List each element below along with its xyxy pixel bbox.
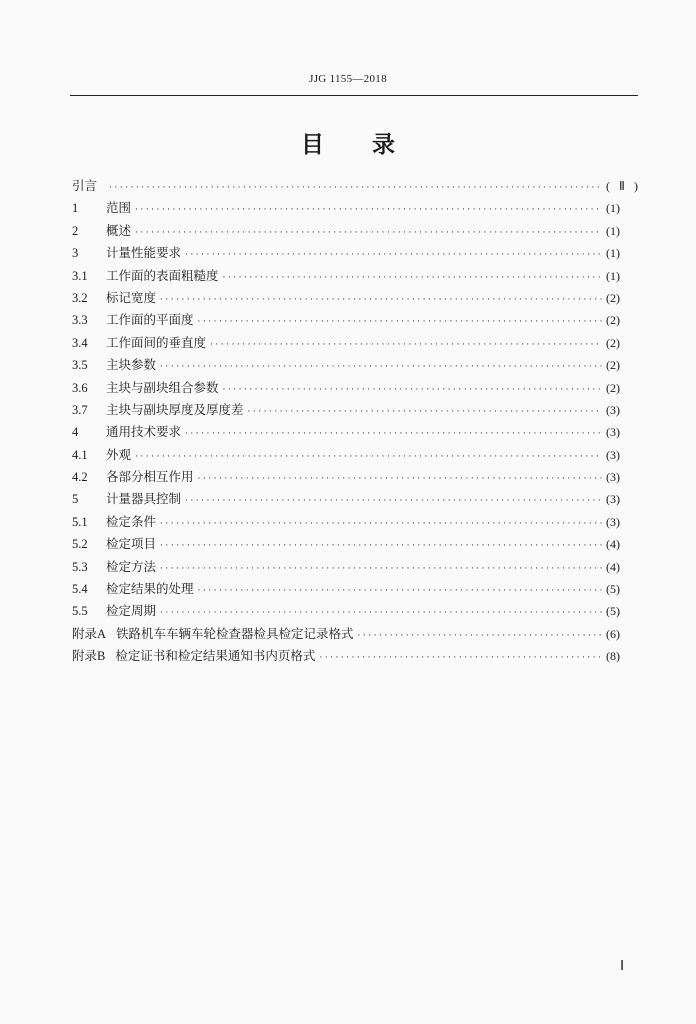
toc-entry[interactable] <box>72 467 638 489</box>
toc-leader-dots <box>160 362 602 372</box>
toc-leader-dots <box>160 295 602 305</box>
toc-entry-label: 计量性能要求 <box>106 245 182 261</box>
toc-leader-dots <box>160 541 602 551</box>
toc-entry-page: (2) <box>606 335 620 350</box>
toc-entry-label: 铁路机车车辆车轮检查器检具检定记录格式 <box>116 625 354 641</box>
toc-entry-number: 1 <box>72 201 79 216</box>
toc-entry-number: 4 <box>72 425 79 440</box>
toc-entry-number: 3.7 <box>72 402 88 417</box>
toc-entry-label: 工作面的表面粗糙度 <box>106 267 219 283</box>
toc-entry-label: 标记宽度 <box>106 289 157 305</box>
toc-entry-label: 计量器具控制 <box>106 491 182 507</box>
toc-leader-dots <box>135 452 602 462</box>
toc-leader-dots <box>109 183 602 193</box>
toc-entry-label: 主块与副块厚度及厚度差 <box>106 401 244 417</box>
toc-entry-page: (3) <box>606 470 620 485</box>
toc-entry-number: 5 <box>72 492 79 507</box>
toc-entry[interactable] <box>72 489 638 511</box>
toc-entry-number: 5.5 <box>72 604 88 619</box>
toc-entry-page: (5) <box>606 604 620 619</box>
toc-entry-label: 工作面的平面度 <box>106 312 194 328</box>
toc-entry-label: 检定周期 <box>106 603 157 619</box>
toc-entry-label: 范围 <box>106 200 132 216</box>
toc-entry-number: 3.1 <box>72 268 88 283</box>
toc-entry[interactable] <box>72 378 638 400</box>
table-of-contents <box>72 176 638 669</box>
toc-entry[interactable] <box>72 198 638 220</box>
toc-entry-appendix-b[interactable] <box>72 646 638 668</box>
toc-leader-dots <box>198 474 602 484</box>
toc-leader-dots <box>160 519 602 529</box>
toc-entry-page: (1) <box>606 268 620 283</box>
toc-entry-number: 4.2 <box>72 470 88 485</box>
toc-leader-dots <box>223 273 602 283</box>
toc-entry[interactable] <box>72 266 638 288</box>
toc-leader-dots <box>185 496 602 506</box>
toc-entry-number: 5.1 <box>72 514 88 529</box>
toc-entry-label: 主块与副块组合参数 <box>106 379 219 395</box>
document-code-header: JJG 1155—2018 <box>309 73 387 85</box>
toc-entry-number: 3.5 <box>72 358 88 373</box>
toc-entry-page: (2) <box>606 313 620 328</box>
toc-entry[interactable] <box>72 445 638 467</box>
toc-entry-page: (3) <box>606 447 620 462</box>
toc-entry[interactable] <box>72 243 638 265</box>
toc-leader-dots <box>135 205 602 215</box>
page-number: Ⅰ <box>620 959 625 974</box>
toc-entry-label: 检定方法 <box>106 558 157 574</box>
toc-entry[interactable] <box>72 534 638 556</box>
toc-entry-page: (1) <box>606 223 620 238</box>
toc-entry-label: 各部分相互作用 <box>106 469 194 485</box>
toc-entry-number: 4.1 <box>72 447 88 462</box>
toc-leader-dots <box>319 653 602 663</box>
toc-entry-number: 3.3 <box>72 313 88 328</box>
toc-entry-label: 检定结果的处理 <box>106 581 194 597</box>
toc-entry-number: 引言 <box>72 179 98 193</box>
toc-entry[interactable] <box>72 422 638 444</box>
toc-entry-page: (3) <box>606 514 620 529</box>
toc-entry[interactable] <box>72 355 638 377</box>
toc-entry-number: 5.2 <box>72 537 88 552</box>
toc-entry-page: (Ⅱ) <box>606 179 638 193</box>
toc-entry-number: 3.2 <box>72 290 88 305</box>
toc-entry-page: (3) <box>606 402 620 417</box>
toc-entry-number: 5.4 <box>72 582 88 597</box>
toc-entry-page: (6) <box>606 626 620 641</box>
toc-entry[interactable] <box>72 400 638 422</box>
toc-entry-page: (3) <box>606 492 620 507</box>
toc-entry-number: 附录A <box>72 626 107 641</box>
header-rule <box>70 95 638 96</box>
toc-leader-dots <box>248 407 602 417</box>
toc-entry[interactable] <box>72 176 638 198</box>
toc-entry-page: (2) <box>606 358 620 373</box>
toc-leader-dots <box>223 385 602 395</box>
toc-entry-label: 概述 <box>106 222 132 238</box>
toc-entry-number: 3 <box>72 246 79 261</box>
toc-entry-label: 检定证书和检定结果通知书内页格式 <box>115 648 316 664</box>
toc-entry-appendix-a[interactable] <box>72 624 638 646</box>
toc-entry-number: 附录B <box>72 649 106 664</box>
toc-entry-label: 检定项目 <box>106 536 157 552</box>
page-title: 目录 <box>301 132 443 158</box>
toc-entry[interactable] <box>72 579 638 601</box>
toc-entry[interactable] <box>72 288 638 310</box>
toc-entry[interactable] <box>72 310 638 332</box>
toc-leader-dots <box>185 250 602 260</box>
toc-leader-dots <box>135 228 602 238</box>
toc-entry-label: 主块参数 <box>106 357 157 373</box>
toc-entry-page: (1) <box>606 246 620 261</box>
toc-entry-label: 检定条件 <box>106 513 157 529</box>
toc-leader-dots <box>198 586 602 596</box>
toc-leader-dots <box>160 608 602 618</box>
toc-entry-page: (5) <box>606 582 620 597</box>
toc-entry-label: 外观 <box>106 446 132 462</box>
toc-entry[interactable] <box>72 557 638 579</box>
toc-leader-dots <box>185 429 602 439</box>
toc-leader-dots <box>210 340 602 350</box>
toc-entry-number: 3.6 <box>72 380 88 395</box>
toc-entry-label: 工作面间的垂直度 <box>106 334 207 350</box>
toc-entry-page: (4) <box>606 559 620 574</box>
toc-entry-page: (4) <box>606 537 620 552</box>
toc-entry[interactable] <box>72 333 638 355</box>
toc-entry[interactable] <box>72 512 638 534</box>
toc-entry[interactable] <box>72 601 638 623</box>
toc-entry-label: 通用技术要求 <box>106 424 182 440</box>
toc-entry[interactable] <box>72 221 638 243</box>
toc-entry-number: 2 <box>72 223 79 238</box>
toc-entry-number: 3.4 <box>72 335 88 350</box>
toc-leader-dots <box>160 564 602 574</box>
toc-entry-page: (2) <box>606 290 620 305</box>
toc-entry-page: (3) <box>606 425 620 440</box>
toc-entry-page: (2) <box>606 380 620 395</box>
toc-entry-page: (1) <box>606 201 620 216</box>
toc-entry-page: (8) <box>606 649 620 664</box>
toc-leader-dots <box>198 317 602 327</box>
toc-entry-number: 5.3 <box>72 559 88 574</box>
toc-leader-dots <box>358 631 602 641</box>
